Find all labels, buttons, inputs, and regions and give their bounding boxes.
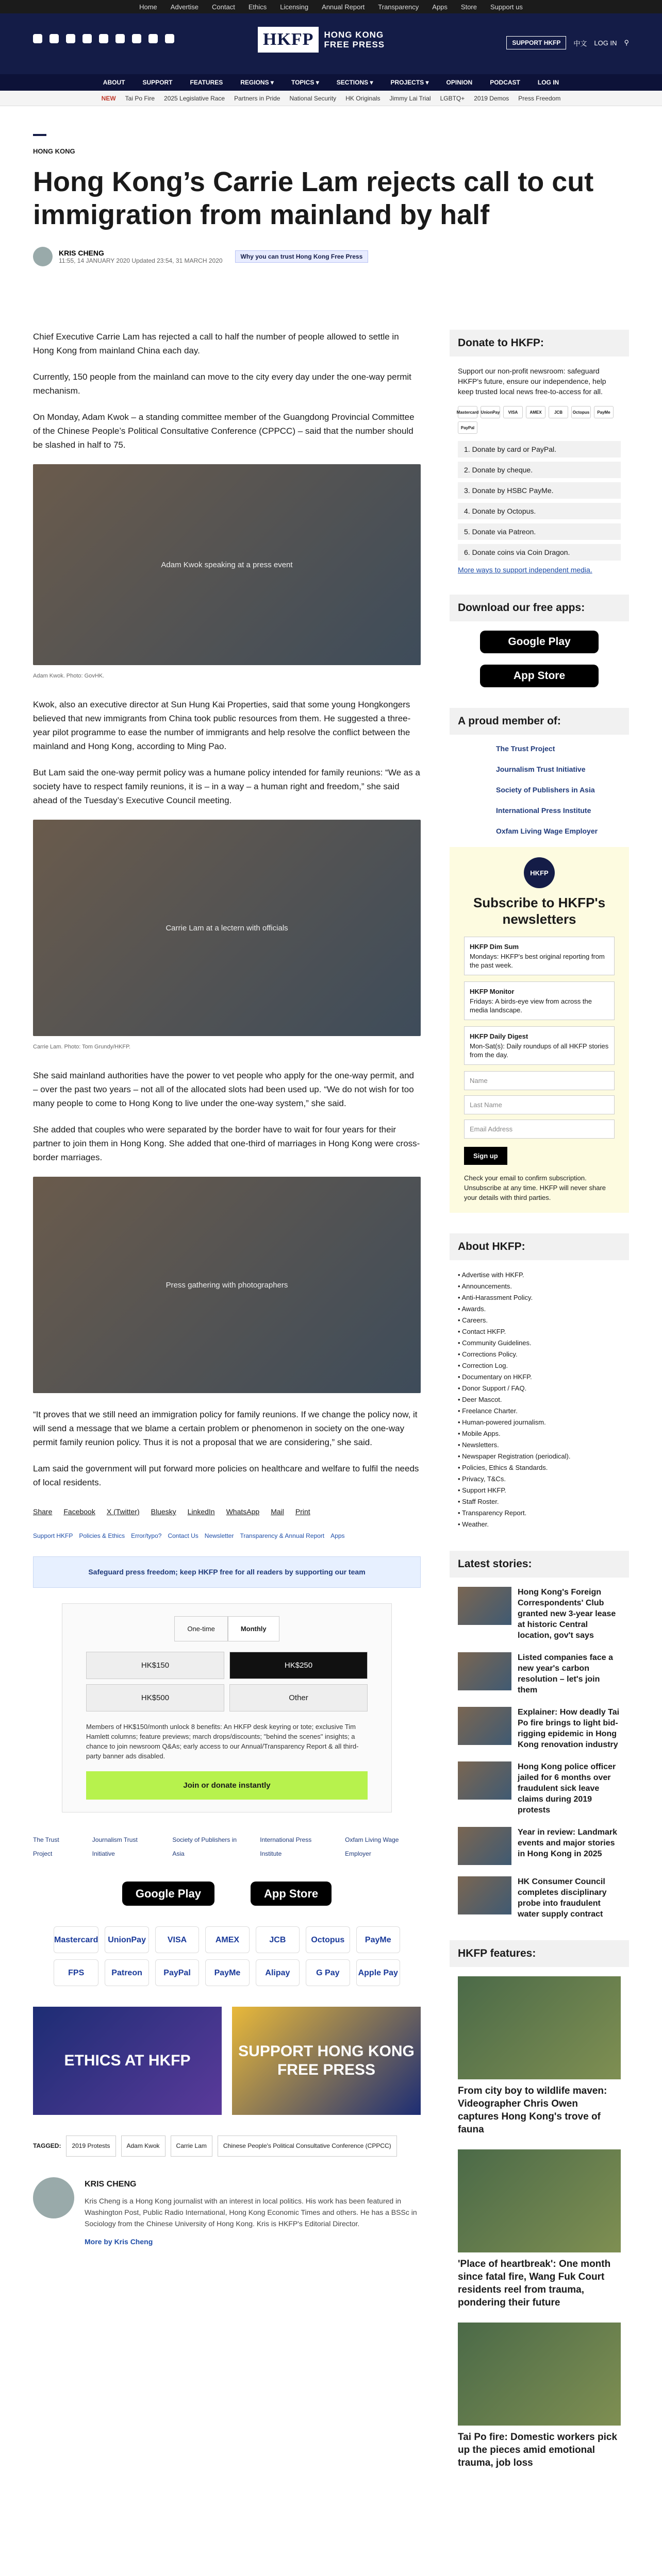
- topbar-link-transparency[interactable]: Transparency: [378, 3, 419, 11]
- amount-option-selected[interactable]: HK$250: [229, 1652, 368, 1679]
- payment-logo: AMEX: [205, 1926, 249, 1953]
- payment-logo-small: PayMe: [594, 406, 614, 418]
- article-dates: 11:55, 14 JANUARY 2020 Updated 23:54, 31 MARCH 2020: [59, 257, 223, 264]
- about-link[interactable]: • Donor Support / FAQ.: [458, 1383, 621, 1394]
- story-title[interactable]: Year in review: Landmark events and major stories in Hong Kong in 2025: [518, 1828, 617, 1858]
- feature-story[interactable]: [458, 1976, 621, 2136]
- kicker-rule: [33, 134, 46, 136]
- share-label: Share: [33, 1507, 53, 1516]
- footer-link[interactable]: Transparency & Annual Report: [240, 1532, 325, 1539]
- photo-alt: Carrie Lam at a lectern with officials: [166, 923, 288, 933]
- newsletter-option[interactable]: [464, 1026, 615, 1065]
- nav-topics[interactable]: TOPICS ▾: [291, 79, 319, 86]
- footer-link[interactable]: Policies & Ethics: [79, 1532, 125, 1539]
- topbar-link-ethics[interactable]: Ethics: [248, 3, 267, 11]
- donate-way[interactable]: 3. Donate by HSBC PayMe.: [458, 482, 621, 499]
- feature-title[interactable]: Tai Po fire: Domestic workers pick up the pieces amid emotional trauma, job loss: [458, 2432, 618, 2468]
- about-link[interactable]: • Awards.: [458, 1303, 621, 1315]
- feature-thumbnail[interactable]: [458, 2323, 621, 2426]
- social-icons: [33, 34, 174, 43]
- nav-about[interactable]: ABOUT: [103, 79, 125, 86]
- story-title[interactable]: Listed companies face a new year's carbon resolution – let's join them: [518, 1653, 613, 1694]
- trending-bar: [0, 91, 662, 106]
- donate-text: Support our non-profit newsroom: safeguard HKFP's future, ensure our independence, help keep trusted local news free-to-access for all.: [458, 367, 606, 396]
- newsletter-option-name: HKFP Dim Sum: [470, 943, 519, 951]
- about-link[interactable]: • Transparency Report.: [458, 1507, 621, 1519]
- latest-story[interactable]: [458, 1707, 621, 1750]
- author-bio-box: [33, 2177, 421, 2249]
- story-thumbnail[interactable]: [458, 1707, 511, 1745]
- about-link[interactable]: • Weather.: [458, 1519, 621, 1530]
- topbar-link-contact[interactable]: Contact: [212, 3, 235, 11]
- payment-logo: VISA: [155, 1926, 199, 1953]
- photo-alt: Adam Kwok speaking at a press event: [161, 560, 293, 569]
- email-input[interactable]: Email Address: [464, 1120, 615, 1139]
- donation-widget: [62, 1603, 392, 1812]
- author-bio-text: Kris Cheng is a Hong Kong journalist with an interest in local politics. His work has been featured in Washington Post, Public Radio International, Hong Kong Economic Times and others. He has a BSSc in Sociology from the Chinese University of Hong Kong. Kris is HKFP's Editorial Director.: [85, 2197, 417, 2228]
- author-name[interactable]: KRIS CHENG: [59, 249, 104, 257]
- footer-link[interactable]: Apps: [330, 1532, 345, 1539]
- safeguard-banner[interactable]: Safeguard press freedom; keep HKFP free for all readers by supporting our team: [33, 1556, 421, 1588]
- photo-caption: Carrie Lam. Photo: Tom Grundy/HKFP.: [33, 1044, 131, 1050]
- share-bar: [33, 1505, 421, 1519]
- support-hkfp-button[interactable]: SUPPORT HKFP: [506, 36, 566, 49]
- about-link[interactable]: • Newspaper Registration (periodical).: [458, 1451, 621, 1462]
- amount-option[interactable]: HK$150: [86, 1652, 224, 1679]
- trending-link[interactable]: Jimmy Lai Trial: [389, 94, 431, 102]
- about-heading: About HKFP:: [450, 1233, 629, 1260]
- paragraph: She added that couples who were separated by the border have to wait for four years for their partner to join them in Hong Kong. She added that one-third of marriages in Hong Kong were cross-border marriages.: [33, 1125, 420, 1162]
- member-logo[interactable]: Oxfam Living Wage Employer: [496, 827, 598, 835]
- photo-caption: Adam Kwok. Photo: GovHK.: [33, 673, 105, 679]
- payment-logo: PayPal: [155, 1959, 199, 1986]
- site-logo[interactable]: [258, 27, 385, 53]
- payment-logo: UnionPay: [105, 1926, 148, 1953]
- about-link[interactable]: • Community Guidelines.: [458, 1337, 621, 1349]
- latest-story[interactable]: [458, 1876, 621, 1920]
- payment-logo: G Pay: [306, 1959, 350, 1986]
- newsletter-option-name: HKFP Monitor: [470, 988, 515, 995]
- payment-logo: Patreon: [105, 1959, 148, 1986]
- about-link[interactable]: • Deer Mascot.: [458, 1394, 621, 1405]
- support-video-banner[interactable]: SUPPORT HONG KONG FREE PRESS: [232, 2007, 421, 2115]
- nav-podcast[interactable]: PODCAST: [490, 79, 520, 86]
- name-input[interactable]: Name: [464, 1071, 615, 1090]
- photo-alt: Press gathering with photographers: [166, 1280, 288, 1290]
- share-whatsapp[interactable]: WhatsApp: [226, 1507, 260, 1516]
- feature-thumbnail[interactable]: [458, 1976, 621, 2079]
- top-utility-bar: [0, 0, 662, 13]
- sidebar-payment-logos: [458, 406, 621, 434]
- article-photo: [33, 820, 421, 1036]
- donate-way[interactable]: 4. Donate by Octopus.: [458, 503, 621, 519]
- app-store-buttons: [33, 1882, 421, 1906]
- trending-link[interactable]: Tai Po Fire: [125, 94, 155, 102]
- payment-logo-small: UnionPay: [481, 406, 500, 418]
- about-link[interactable]: • Staff Roster.: [458, 1496, 621, 1507]
- paragraph: Kwok, also an executive director at Sun Hung Kai Properties, said that some young Hongkongers believed that new immigrants from China took public resources from them. He suggested a three-year pilot programme to ease the number of immigrants and help resolve the conflict between the mainland and Hong Kong, according to Ming Pao.: [33, 700, 411, 751]
- payment-logo-small: AMEX: [526, 406, 545, 418]
- nav-projects[interactable]: PROJECTS ▾: [390, 79, 429, 86]
- telegram-icon[interactable]: [165, 34, 174, 43]
- nav-login[interactable]: LOG IN: [537, 79, 559, 86]
- ethics-video-banner[interactable]: ETHICS AT HKFP: [33, 2007, 222, 2115]
- story-thumbnail[interactable]: [458, 1761, 511, 1800]
- share-linkedin[interactable]: LinkedIn: [187, 1507, 215, 1516]
- paragraph: Chief Executive Carrie Lam has rejected a call to half the number of people allowed to settle in Hong Kong from mainland China each day.: [33, 332, 399, 355]
- feature-title[interactable]: From city boy to wildlife maven: Videographer Chris Owen captures Hong Kong's trove of fauna: [458, 2086, 607, 2135]
- latest-story[interactable]: [458, 1587, 621, 1641]
- about-link[interactable]: • Freelance Charter.: [458, 1405, 621, 1417]
- donate-way[interactable]: 2. Donate by cheque.: [458, 462, 621, 478]
- about-link[interactable]: • Advertise with HKFP.: [458, 1269, 621, 1281]
- paragraph: “It proves that we still need an immigration policy for family reunions. If we change the policy now, it will send a message that we blame a certain problem or phenomenon in society on the one-way permit family reunion policy. Thus it is not a proposal that we are considering,” she said.: [33, 1410, 418, 1447]
- payment-logo: Mastercard: [54, 1926, 98, 1953]
- about-list: [458, 1269, 621, 1530]
- author-avatar[interactable]: [33, 247, 53, 266]
- google-play-button[interactable]: Google Play: [480, 631, 599, 653]
- payment-logo-small: Octopus: [571, 406, 591, 418]
- trending-link[interactable]: 2019 Demos: [474, 94, 509, 102]
- about-link[interactable]: • Announcements.: [458, 1281, 621, 1292]
- payment-logo: Alipay: [256, 1959, 300, 1986]
- donate-way[interactable]: 1. Donate by card or PayPal.: [458, 441, 621, 457]
- latest-heading: Latest stories:: [450, 1551, 629, 1578]
- logo-mark: HKFP: [258, 27, 319, 53]
- tag[interactable]: Adam Kwok: [121, 2136, 166, 2157]
- trending-link[interactable]: HK Originals: [345, 94, 380, 102]
- feature-story[interactable]: [458, 2323, 621, 2469]
- main-nav: [0, 74, 662, 91]
- topbar-link-advertise[interactable]: Advertise: [170, 3, 198, 11]
- member-logo[interactable]: International Press Institute: [496, 806, 591, 815]
- youtube-icon[interactable]: [132, 34, 141, 43]
- share-facebook[interactable]: Facebook: [63, 1507, 95, 1516]
- paragraph: Currently, 150 people from the mainland can move to the city every day under the one-way permit mechanism.: [33, 372, 411, 396]
- tag[interactable]: Carrie Lam: [171, 2136, 212, 2157]
- about-link[interactable]: • Newsletters.: [458, 1439, 621, 1451]
- about-link[interactable]: • Corrections Policy.: [458, 1349, 621, 1360]
- feature-story[interactable]: [458, 2149, 621, 2309]
- newsletter-title: Subscribe to HKFP's newsletters: [473, 895, 606, 927]
- topbar-link-support[interactable]: Support us: [490, 3, 523, 11]
- payment-logo-small: VISA: [503, 406, 523, 418]
- newsletter-option-desc: Mondays: HKFP's best original reporting from the past week.: [470, 953, 605, 969]
- bluesky-icon[interactable]: [99, 34, 108, 43]
- footer-link[interactable]: Contact Us: [168, 1532, 198, 1539]
- author-avatar-large[interactable]: [33, 2177, 74, 2218]
- article-footer-links: [33, 1529, 421, 1543]
- signup-button[interactable]: Sign up: [464, 1147, 507, 1165]
- member-heading: A proud member of:: [450, 708, 629, 735]
- story-thumbnail[interactable]: [458, 1587, 511, 1625]
- newsletter-option-desc: Mon-Sat(s): Daily roundups of all HKFP stories from the day.: [470, 1042, 609, 1059]
- share-x[interactable]: X (Twitter): [106, 1507, 140, 1516]
- payment-methods: [54, 1926, 400, 1986]
- facebook-icon[interactable]: [33, 34, 42, 43]
- about-link[interactable]: • Documentary on HKFP.: [458, 1371, 621, 1383]
- paragraph: But Lam said the one-way permit policy was a humane policy intended for family reunions: “We as a society have to respect family reunions, it is – in a way – a human right and freedom,” she said ahead of the Tuesday’s Executive Council meeting.: [33, 768, 420, 805]
- more-by-author-link[interactable]: More by Kris Cheng: [85, 2238, 153, 2246]
- email-icon[interactable]: [148, 34, 158, 43]
- share-mail[interactable]: Mail: [271, 1507, 284, 1516]
- about-link[interactable]: • Mobile Apps.: [458, 1428, 621, 1439]
- trending-link[interactable]: Partners in Pride: [234, 94, 280, 102]
- app-store-button[interactable]: App Store: [480, 665, 599, 687]
- footer-link[interactable]: Support HKFP: [33, 1532, 73, 1539]
- partner-logo[interactable]: The Trust Project: [33, 1836, 59, 1857]
- freq-monthly[interactable]: Monthly: [228, 1616, 279, 1641]
- donate-way[interactable]: 5. Donate via Patreon.: [458, 523, 621, 540]
- newsletter-logo: HKFP: [524, 857, 555, 888]
- partner-logos: [33, 1833, 421, 1861]
- about-link[interactable]: • Support HKFP.: [458, 1485, 621, 1496]
- article-photo: [33, 464, 421, 665]
- topbar-link-home[interactable]: Home: [139, 3, 157, 11]
- member-logo[interactable]: Journalism Trust Initiative: [496, 765, 586, 773]
- payment-logo: PayMe: [356, 1926, 400, 1953]
- feature-thumbnail[interactable]: [458, 2149, 621, 2252]
- share-print[interactable]: Print: [295, 1507, 310, 1516]
- language-switch[interactable]: 中文: [573, 39, 587, 47]
- nav-regions[interactable]: REGIONS ▾: [240, 79, 274, 86]
- features-heading: HKFP features:: [450, 1940, 629, 1967]
- story-thumbnail[interactable]: [458, 1876, 511, 1914]
- header-actions: [506, 36, 629, 49]
- tagged-label: TAGGED:: [33, 2142, 61, 2149]
- share-bluesky[interactable]: Bluesky: [151, 1507, 176, 1516]
- trending-link[interactable]: National Security: [289, 94, 337, 102]
- threads-icon[interactable]: [82, 34, 92, 43]
- new-label: NEW: [101, 94, 116, 102]
- partner-logo[interactable]: Journalism Trust Initiative: [92, 1836, 138, 1857]
- payment-logo: Apple Pay: [356, 1959, 400, 1986]
- nav-features[interactable]: FEATURES: [190, 79, 223, 86]
- linkedin-icon[interactable]: [115, 34, 125, 43]
- apps-heading: Download our free apps:: [450, 595, 629, 621]
- join-button[interactable]: Join or donate instantly: [86, 1771, 368, 1800]
- topbar-link-annual-report[interactable]: Annual Report: [322, 3, 365, 11]
- about-link[interactable]: • Policies, Ethics & Standards.: [458, 1462, 621, 1473]
- newsletter-option[interactable]: [464, 981, 615, 1020]
- last-name-input[interactable]: Last Name: [464, 1095, 615, 1114]
- trending-link[interactable]: 2025 Legislative Race: [164, 94, 225, 102]
- topbar-link-apps[interactable]: Apps: [432, 3, 448, 11]
- latest-story[interactable]: [458, 1761, 621, 1816]
- story-title[interactable]: Hong Kong police officer jailed for 6 months over fraudulent sick leave claims during 2019 protests: [518, 1762, 616, 1815]
- search-icon[interactable]: ⚲: [624, 39, 629, 46]
- frequency-toggle: [86, 1616, 368, 1641]
- member-logo[interactable]: Society of Publishers in Asia: [496, 786, 595, 794]
- about-link[interactable]: • Privacy, T&Cs.: [458, 1473, 621, 1485]
- article-body: [33, 330, 421, 2249]
- about-link[interactable]: • Human-powered journalism.: [458, 1417, 621, 1428]
- article-title: Hong Kong’s Carrie Lam rejects call to cut immigration from mainland by half: [33, 166, 594, 230]
- article-photo: [33, 1177, 421, 1393]
- about-link[interactable]: • Careers.: [458, 1315, 621, 1326]
- newsletter-note: Check your email to confirm subscription. Unsubscribe at any time. HKFP will never share your details with third parties.: [464, 1174, 606, 1201]
- x-icon[interactable]: [49, 34, 59, 43]
- amount-option-other[interactable]: Other: [229, 1684, 368, 1711]
- story-title[interactable]: Explainer: How deadly Tai Po fire brings to light bid-rigging epidemic in Hong Kong renovation industry: [518, 1708, 620, 1749]
- paragraph: She said mainland authorities have the power to vet people who apply for the one-way permit, and – over the past two years – not all of the allocated slots had been used up. “We do not wish for too many people to come to Hong Kong to live under the one-way system,” she said.: [33, 1071, 415, 1108]
- footer-link[interactable]: Newsletter: [204, 1532, 234, 1539]
- newsletter-option-desc: Fridays: A birds-eye view from across the media landscape.: [470, 997, 592, 1014]
- member-benefits: Members of HK$150/month unlock 8 benefits: An HKFP desk keyring or tote; exclusive Tim Hamlett columns; feature previews; march drops/discounts; "behind the scenes" insights; a chance to join newsroom Q&As; early access to our Annual/Transparency Report & all third-party banner ads disabled.: [86, 1723, 359, 1760]
- nav-opinion[interactable]: OPINION: [446, 79, 473, 86]
- nav-support[interactable]: SUPPORT: [142, 79, 173, 86]
- payment-logo-small: JCB: [549, 406, 568, 418]
- payment-logo: FPS: [54, 1959, 98, 1986]
- partner-logo[interactable]: International Press Institute: [260, 1836, 312, 1857]
- payment-logo: JCB: [256, 1926, 300, 1953]
- donate-way[interactable]: 6. Donate coins via Coin Dragon.: [458, 544, 621, 561]
- payment-logo: Octopus: [306, 1926, 350, 1953]
- tag-list: [33, 2136, 421, 2157]
- site-header: [0, 13, 662, 74]
- about-link[interactable]: • Correction Log.: [458, 1360, 621, 1371]
- tag[interactable]: Chinese People's Political Consultative Conference (CPPCC): [218, 2136, 397, 2157]
- instagram-icon[interactable]: [66, 34, 75, 43]
- trending-link[interactable]: LGBTQ+: [440, 94, 465, 102]
- story-thumbnail[interactable]: [458, 1652, 511, 1690]
- donate-heading: Donate to HKFP:: [450, 330, 629, 357]
- trending-link[interactable]: Press Freedom: [518, 94, 561, 102]
- sidebar: [450, 330, 629, 2483]
- paragraph: On Monday, Adam Kwok – a standing committee member of the Guangdong Provincial Committee of the Chinese People’s Political Consultative Conference (CPPCC) – said that the number should be slashed in half to 75.: [33, 412, 415, 450]
- freq-one-time[interactable]: One-time: [174, 1616, 227, 1641]
- nav-sections[interactable]: SECTIONS ▾: [336, 79, 373, 86]
- article-category[interactable]: HONG KONG: [33, 147, 75, 155]
- google-play-button[interactable]: Google Play: [122, 1882, 214, 1906]
- more-ways-link[interactable]: More ways to support independent media.: [458, 566, 592, 574]
- amount-option[interactable]: HK$500: [86, 1684, 224, 1711]
- tag[interactable]: 2019 Protests: [66, 2136, 115, 2157]
- newsletter-option[interactable]: [464, 937, 615, 975]
- about-link[interactable]: • Anti-Harassment Policy.: [458, 1292, 621, 1303]
- app-store-button[interactable]: App Store: [251, 1882, 332, 1906]
- article-header: [33, 134, 626, 290]
- about-link[interactable]: • Contact HKFP.: [458, 1326, 621, 1337]
- partner-logo[interactable]: Society of Publishers in Asia: [172, 1836, 237, 1857]
- story-title[interactable]: HK Consumer Council completes disciplinary probe into fraudulent water supply contract: [518, 1877, 607, 1919]
- feature-title[interactable]: 'Place of heartbreak': One month since fatal fire, Wang Fuk Court residents reel from trauma, pondering their future: [458, 2259, 611, 2308]
- amount-options: [86, 1652, 368, 1711]
- logo-text: HONG KONG FREE PRESS: [324, 30, 385, 49]
- paragraph: Lam said the government will put forward more policies on healthcare and welfare to fulfil the needs of local residents.: [33, 1464, 419, 1487]
- story-title[interactable]: Hong Kong's Foreign Correspondents' Club granted new 3-year lease at historic Central location, gov't says: [518, 1588, 616, 1640]
- story-thumbnail[interactable]: [458, 1827, 511, 1865]
- topbar-link-store[interactable]: Store: [460, 3, 477, 11]
- login-link[interactable]: LOG IN: [594, 39, 617, 47]
- topbar-link-licensing[interactable]: Licensing: [280, 3, 309, 11]
- payment-logo-small: PayPal: [458, 421, 477, 434]
- trust-link[interactable]: Why you can trust Hong Kong Free Press: [235, 250, 369, 263]
- latest-story[interactable]: [458, 1827, 621, 1865]
- latest-story[interactable]: [458, 1652, 621, 1696]
- partner-logo[interactable]: Oxfam Living Wage Employer: [345, 1836, 399, 1857]
- newsletter-option-name: HKFP Daily Digest: [470, 1032, 528, 1040]
- promo-banners: [33, 2007, 421, 2115]
- author-bio-name[interactable]: KRIS CHENG: [85, 2180, 137, 2189]
- payment-logo: PayMe: [205, 1959, 249, 1986]
- footer-link[interactable]: Error/typo?: [131, 1532, 162, 1539]
- payment-logo-small: Mastercard: [458, 406, 477, 418]
- newsletter-signup: [450, 847, 629, 1213]
- member-logo[interactable]: The Trust Project: [496, 744, 555, 753]
- byline: [33, 247, 626, 266]
